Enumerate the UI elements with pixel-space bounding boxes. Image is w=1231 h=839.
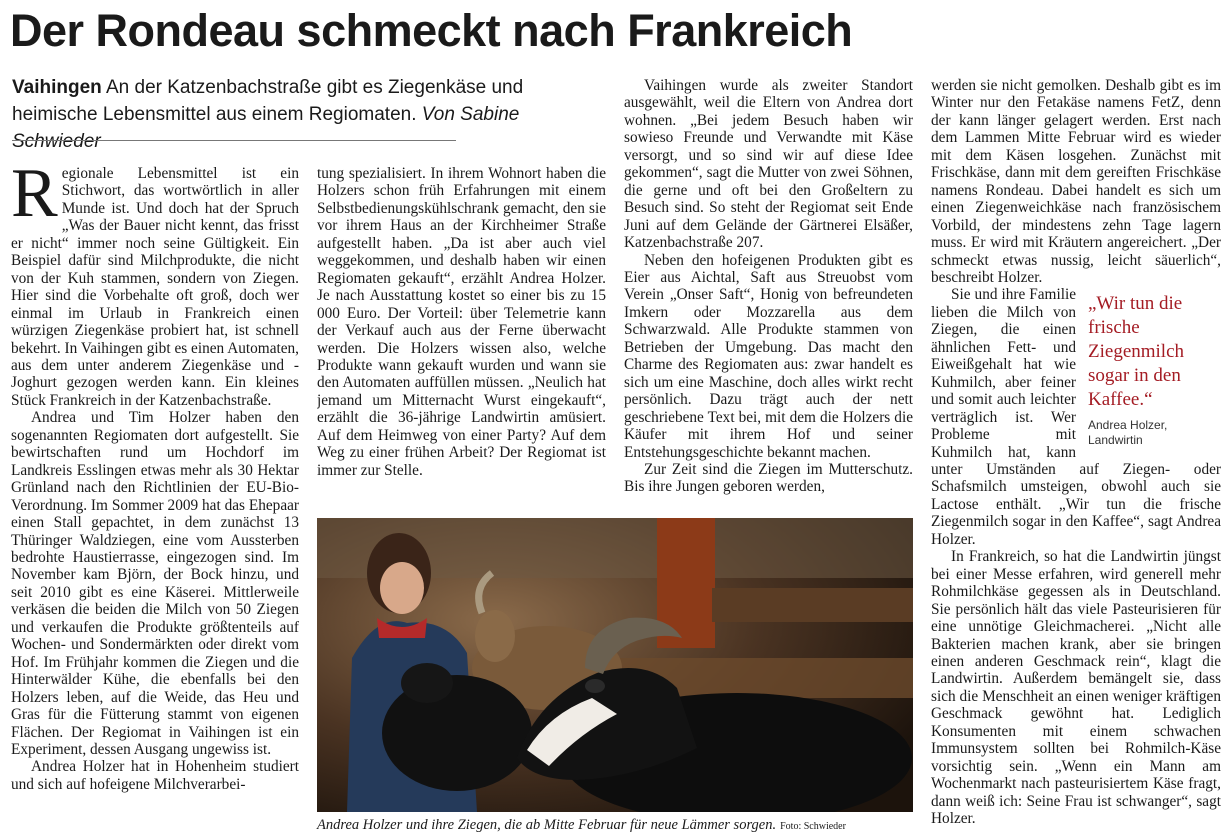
paragraph: werden sie nicht gemolken. Deshalb gibt es im Winter nur den Fetakäse namens FetZ, denn der kann länger gelagert werden. Erst nach dem Lammen Mitte Februar wird es wieder mit dem Käsen losgehen. Zunächst mit Frischkäse, dann mit dem gereiften Frischkäse namens Rondeau. Dabei handelt es sich um einen Ziegenweichkäse nach französischem Vorbild, der mindestens zehn Tage lagern muss. Er wird mit Kräutern angereichert. „Der schmeckt etwas nussig, leicht säuerlich“, beschreibt Holzer.: [931, 77, 1221, 286]
caption-text: Andrea Holzer und ihre Ziegen, die ab Mitte Februar für neue Lämmer sorgen.: [317, 817, 777, 833]
pull-quote: [1088, 292, 1221, 448]
paragraph: Zur Zeit sind die Ziegen im Mutterschutz. Bis ihre Jungen geboren werden,: [624, 460, 913, 496]
article-column-1: [11, 165, 299, 839]
teaser-location: Vaihingen: [12, 77, 102, 98]
teaser: [12, 74, 612, 155]
article-column-2: [317, 165, 606, 505]
paragraph: In Frankreich, so hat die Landwirtin jüngst bei einer Messe erfahren, wird generell mehr Rohmilchkäse gegessen als in Deutschland. Sie persönlich hält das viele Pasteurisieren für eine unnötige Gleichmacherei. „Nicht alle Bakterien machen krank, aber sie bringen einen anderen Geschmack rein“, klagt die Landwirtin. Außerdem bemängelt sie, dass sich die Menschheit an einen weniger kräftigen Geschmack gewöhnt hat. Lediglich Konsumenten mit einem schwachen Immunsystem sollten bei Rohmilch-Käse vorsichtig sein. „Wenn ein Mann am Wochenmarkt nach pasteurisiertem Käse fragt, dann weiß ich: Seine Frau ist schwanger“, sagt Holzer.: [931, 548, 1221, 828]
pull-quote-attribution: [1088, 418, 1221, 448]
pull-quote-name: Andrea Holzer,: [1088, 418, 1168, 433]
pull-quote-text: „Wir tun die frische Ziegenmilch sogar in den Kaffee.“: [1088, 293, 1185, 411]
drop-cap: R: [11, 165, 58, 232]
teaser-divider: [12, 140, 456, 141]
article-column-3: [624, 77, 913, 505]
paragraph-text: egionale Lebensmittel ist ein Stichwort, das wortwörtlich in aller Munde ist. Und doch hat der Spruch „Was der Bauer nicht kennt, das frisst er nicht“ immer noch seine Gültigkeit. Ein Beispiel dafür sind Milchprodukte, die nicht von der Kuh stammen, sondern von Ziegen. Hier sind die Vorbehalte oft groß, doch wer einmal im Urlaub in Frankreich einen würzigen Ziegenkäse probiert hat, ist schnell bekehrt. In Vaihingen gibt es einen Automaten, aus dem unter anderem Ziegenkäse und -Joghurt gezogen werden kann. Ein kleines Stück Frankreich in der Katzenbachstraße.: [11, 165, 299, 409]
article-photo: [317, 518, 913, 812]
paragraph: tung spezialisiert. In ihrem Wohnort haben die Holzers schon früh Erfahrungen mit einem Selbstbedienungskühlschrank gemacht, den sie vor ihrem Haus an der Kirchheimer Straße aufgestellt haben. „Da ist aber auch viel weggekommen, und deshalb haben wir einen Regiomaten gekauft“, erzählt Andrea Holzer. Je nach Ausstattung kostet so einer bis zu 15 000 Euro. Der Vorteil: über Telemetrie kann der Verkauf auch aus der Ferne überwacht werden. Die Holzers wissen also, welche Produkte wann gekauft wurden und wann sie den Automaten auffüllen müssen. „Neulich hat jemand um Mitternacht Wurst eingekauft“, erzählt die 36-jährige Landwirtin amüsiert. Auf dem Heimweg von einer Party? Auf dem Weg zu einer frühen Arbeit? Der Regiomat ist immer zur Stelle.: [317, 165, 606, 479]
headline: Der Rondeau schmeckt nach Frankreich: [10, 5, 853, 56]
photo-caption: [317, 815, 917, 837]
teaser-text: An der Katzenbachstraße gibt es Ziegenkäse und heimische Lebensmittel aus einem Regiomaten.: [12, 77, 524, 125]
paragraph: [11, 165, 299, 409]
paragraph: Vaihingen wurde als zweiter Standort ausgewählt, weil die Eltern von Andrea dort wohnen. „Bei jedem Besuch haben wir sowieso Freunde und Verwandte mit Käse versorgt, und so sind wir auf diese Idee gekommen“, sagt die Mutter von zwei Söhnen, die gerne und oft bei den Großeltern zu Besuch sind. So steht der Regiomat seit Ende Juni auf dem Gelände der Gärtnerei Elsäßer, Katzenbachstraße 207.: [624, 77, 913, 252]
paragraph: Andrea und Tim Holzer haben den sogenannten Regiomaten dort aufgestellt. Sie bewirtschaften rund um Hochdorf im Landkreis Esslingen etwas mehr als 30 Hektar Grünland nach den Richtlinien der EU-Bio-Verordnung. Im Sommer 2009 hat das Ehepaar einen Stall gepachtet, in dem zunächst 13 Thüringer Waldziegen, eine vom Aussterben bedrohte Haustierrasse, eingezogen sind. Im November kam Björn, der Bock hinzu, und seit 2010 gibt es eine Käserei. Mittlerweile verkäsen die beiden die Milch von 50 Ziegen und verkaufen die Produkte größtenteils auf Wochen- und Sondermärkten oder direkt vom Hof. Im Frühjahr kommen die Ziegen und die Hinterwälder Kühe, die ebenfalls bei den Holzers leben, auf die Weide, das Heu und Gras für die Fütterung stammt von eigenen Flächen. Der Regiomat in Vaihingen ist ein Experiment, dessen Ausgang ungewiss ist.: [11, 409, 299, 758]
teaser-author: Von Sabine Schwieder: [12, 104, 520, 152]
article-column-4: [931, 77, 1221, 839]
pull-quote-role: Landwirtin: [1088, 433, 1143, 448]
paragraph: Sie und ihre Familie lieben die Milch von Ziegen, die einen ähnlichen Fett- und Eiweißgehalt hat wie Kuhmilch, aber feiner und somit auch leichter verträglich ist. Wer Probleme mit Kuhmilch hat, kann unter Umständen auf Ziegen- oder Schafsmilch umsteigen, obwohl auch sie Lactose enthält. „Wir tun die frische Ziegenmilch sogar in den Kaffee“, sagt Andrea Holzer.: [931, 286, 1221, 548]
photo-credit: Foto: Schwieder: [780, 821, 846, 832]
paragraph: Neben den hofeigenen Produkten gibt es Eier aus Aichtal, Saft aus Streuobst vom Verein „Onser Saft“, Honig von befreundeten Imkern oder Mozzarella aus dem Schwarzwald. Alle Produkte stammen von Betrieben der Umgebung. Das macht den Charme des Regiomaten aus: zwar handelt es sich um eine Maschine, doch alles wirkt recht persönlich. Dazu trägt auch der nett geschriebene Text bei, mit dem die Holzers die Käufer mit ihrem Hof und seiner Entstehungsgeschichte bekannt machen.: [624, 251, 913, 461]
paragraph: Andrea Holzer hat in Hohenheim studiert und sich auf hofeigene Milchverarbei-: [11, 758, 299, 793]
